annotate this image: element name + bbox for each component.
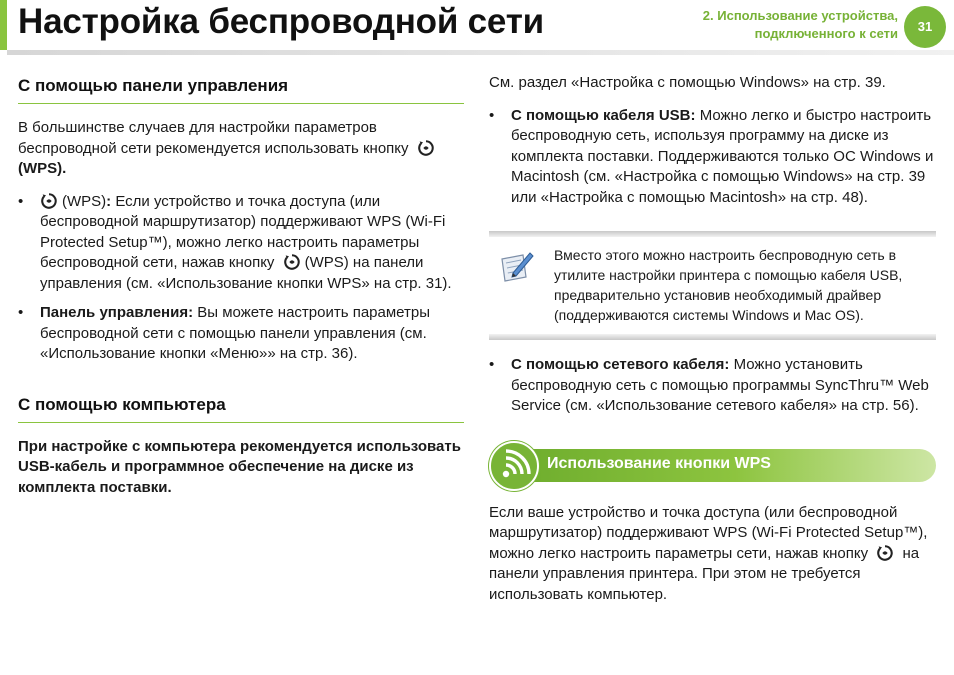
see-windows-text: См. раздел «Настройка с помощью Windows» на стр. 39. xyxy=(489,74,886,91)
wireless-signal-icon xyxy=(489,441,539,491)
usb-bullets xyxy=(489,106,936,209)
page-title: Настройка беспроводной сети xyxy=(18,2,544,41)
section-heading-computer: С помощью компьютера xyxy=(18,391,464,423)
wps-paragraph xyxy=(489,503,936,606)
wps-button-icon xyxy=(417,139,435,157)
bullet-control-panel xyxy=(18,303,464,365)
note-text: Вместо этого можно настроить беспроводную сеть в утилите настройки принтера с помощью кабеля USB, предварительно установив необходимый драйвер (поддерживаются системы Windows и Mac OS). xyxy=(554,247,903,323)
bullet-network-bold: С помощью сетевого кабеля: xyxy=(511,356,730,373)
bullet-network xyxy=(489,355,936,417)
note-pencil-icon xyxy=(499,249,535,283)
computer-bold-text: При настройке с компьютера рекомендуется использовать USB-кабель и программное обеспечение на диске из комплекта поставки. xyxy=(18,437,461,496)
wps-button-icon xyxy=(876,544,894,562)
bullet-wps-label: (WPS) xyxy=(62,192,107,210)
control-panel-bullets xyxy=(18,192,464,365)
computer-paragraph xyxy=(18,437,464,499)
intro-text: В большинстве случаев для настройки параметров беспроводной сети рекомендуется использовать кнопку xyxy=(18,119,409,157)
intro-wps-bold: (WPS). xyxy=(18,160,67,177)
bullet-wps-text-a: Если устройство и точка доступа (или беспроводной маршрутизатор) поддерживают WPS (Wi-Fi Protected Setup™), можно легко настроить параметры беспроводной сети, нажав кнопку xyxy=(40,192,446,271)
bullet-usb-bold: С помощью кабеля USB: xyxy=(511,106,696,124)
note-box xyxy=(489,231,936,340)
bullet-control-panel-bold: Панель управления: xyxy=(40,304,194,321)
bullet-wps-colon: : xyxy=(106,192,112,210)
bullet-wps xyxy=(18,192,464,295)
wps-paragraph-text-a: Если ваше устройство и точка доступа (или беспроводной маршрутизатор) поддерживают WPS (Wi-Fi Protected Setup™), можно легко настроить параметры сети, нажав кнопку xyxy=(489,503,928,562)
wps-button-icon xyxy=(40,192,58,210)
bullet-usb xyxy=(489,106,936,209)
wps-section-banner xyxy=(489,449,936,482)
wps-paragraph-text-b: на панели управления принтера. При этом не требуется использовать компьютер. xyxy=(489,544,920,603)
wps-section-title: Использование кнопки WPS xyxy=(547,454,771,472)
bullet-wps-text-b: (WPS) на панели управления (см. «Использование кнопки WPS» на стр. 31). xyxy=(40,254,452,292)
network-bullets xyxy=(489,355,936,417)
intro-paragraph xyxy=(18,118,464,180)
bullet-control-panel-text: Вы можете настроить параметры беспроводной сети с помощью панели управления (см. «Использование кнопки «Меню»» на стр. 36). xyxy=(40,304,430,362)
header-rule xyxy=(7,50,954,55)
chapter-line-1: 2. Использование устройства, xyxy=(702,8,898,23)
page-number-badge: 31 xyxy=(904,6,946,48)
header-accent-bar xyxy=(0,0,7,50)
right-column xyxy=(489,72,936,605)
chapter-title xyxy=(638,7,898,43)
bullet-usb-text: Можно легко и быстро настроить беспроводную сеть, используя программу на диске из комплекта поставки. Поддерживаются только ОС Windows и Macintosh (см. «Настройка с помощью Windows» на стр. 39 или «Настройка с помощью Macintosh» на стр. 48). xyxy=(511,106,934,206)
chapter-line-2: подключенного к сети xyxy=(754,26,898,41)
bullet-network-text: Можно установить беспроводную сеть с помощью программы SyncThru™ Web Service (см. «Использование сетевого кабеля» на стр. 56). xyxy=(511,356,929,414)
left-column xyxy=(18,72,464,498)
wps-button-icon xyxy=(283,253,301,271)
section-heading-control-panel: С помощью панели управления xyxy=(18,72,464,104)
